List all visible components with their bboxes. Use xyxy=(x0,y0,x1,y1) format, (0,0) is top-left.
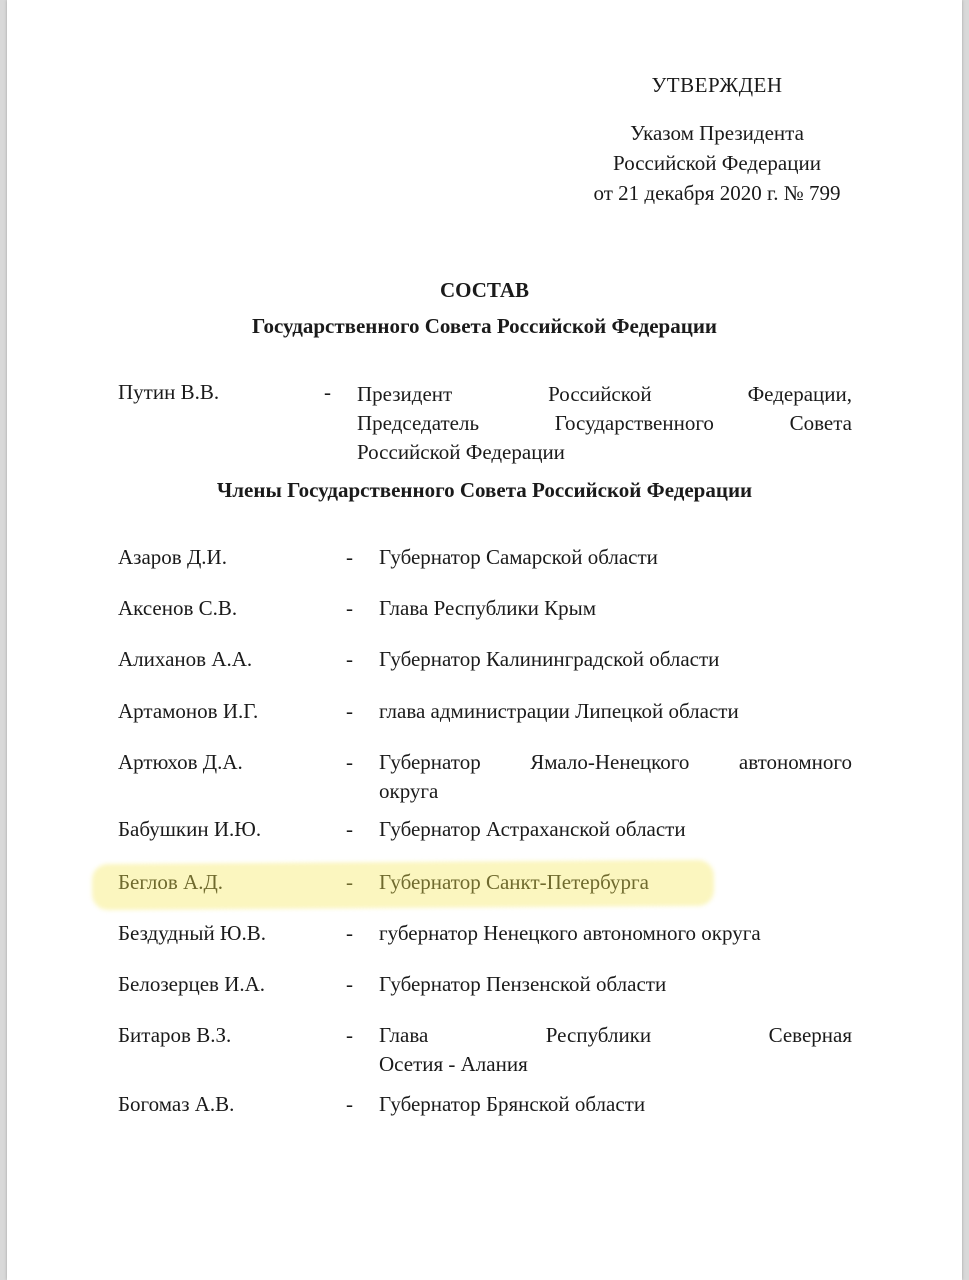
member-role: Глава Республики Крым xyxy=(379,596,597,620)
member-name: Артюхов Д.А. xyxy=(118,750,243,774)
approved-label: УТВЕРЖДЕН xyxy=(651,73,783,97)
member-role: губернатор Ненецкого автономного округа xyxy=(379,921,761,945)
member-dash: - xyxy=(346,596,353,620)
chairman-role-line-1: Президент Российской Федерации, xyxy=(357,382,852,406)
member-role-line-1: Губернатор Ямало-Ненецкого автономного xyxy=(379,750,852,774)
member-role xyxy=(379,1021,852,1079)
member-name: Белозерцев И.А. xyxy=(118,972,266,996)
document-title: СОСТАВ xyxy=(439,278,530,302)
member-name: Битаров В.З. xyxy=(118,1023,232,1047)
member-role: Губернатор Самарской области xyxy=(379,545,658,569)
document-subtitle: Государственного Совета Российской Федерации xyxy=(251,314,718,338)
member-name: Богомаз А.В. xyxy=(118,1092,235,1116)
member-dash: - xyxy=(346,972,353,996)
member-role: Губернатор Санкт-Петербурга xyxy=(379,870,649,894)
member-role: Губернатор Пензенской области xyxy=(379,972,667,996)
member-role: Губернатор Астраханской области xyxy=(379,817,686,841)
members-heading: Члены Государственного Совета Российской Федерации xyxy=(216,478,753,502)
chairman-name: Путин В.В. xyxy=(118,380,220,404)
member-role-line-1: Глава Республики Северная xyxy=(379,1023,852,1047)
chairman-role xyxy=(357,380,852,467)
member-name: Аксенов С.В. xyxy=(118,596,238,620)
document-page xyxy=(7,0,962,1280)
member-dash: - xyxy=(346,545,353,569)
member-name: Бездудный Ю.В. xyxy=(118,921,267,945)
member-role-line-2: округа xyxy=(379,779,439,803)
member-name: Азаров Д.И. xyxy=(118,545,227,569)
member-name: Бабушкин И.Ю. xyxy=(118,817,262,841)
member-role: Губернатор Брянской области xyxy=(379,1092,646,1116)
member-name: Беглов А.Д. xyxy=(118,870,224,894)
chairman-role-line-2: Председатель Государственного Совета xyxy=(357,411,852,435)
decree-line-2: Российской Федерации xyxy=(613,151,821,175)
member-dash: - xyxy=(346,699,353,723)
member-role: глава администрации Липецкой области xyxy=(379,699,739,723)
decree-line-1: Указом Президента xyxy=(630,121,804,145)
member-name: Алиханов А.А. xyxy=(118,647,253,671)
member-role: Губернатор Калининградской области xyxy=(379,647,720,671)
member-role-line-2: Осетия - Алания xyxy=(379,1052,528,1076)
decree-line-3: от 21 декабря 2020 г. № 799 xyxy=(593,181,841,205)
member-dash: - xyxy=(346,647,353,671)
chairman-dash: - xyxy=(324,380,331,404)
member-name: Артамонов И.Г. xyxy=(118,699,259,723)
member-dash: - xyxy=(346,817,353,841)
member-role xyxy=(379,748,852,806)
member-dash: - xyxy=(346,750,353,774)
approval-stamp-block xyxy=(567,70,867,208)
member-dash: - xyxy=(346,921,353,945)
chairman-role-line-3: Российской Федерации xyxy=(357,440,565,464)
member-dash: - xyxy=(346,1092,353,1116)
member-dash: - xyxy=(346,1023,353,1047)
member-dash: - xyxy=(346,870,353,894)
